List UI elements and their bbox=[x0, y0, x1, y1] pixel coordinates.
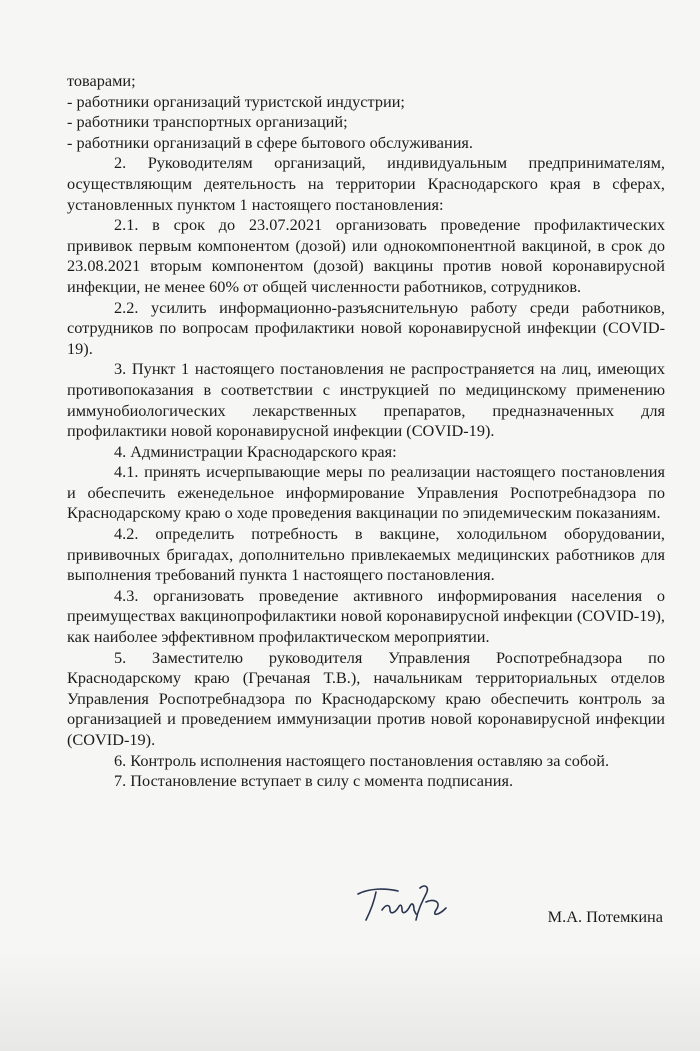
paragraph-2-1: 2.1. в срок до 23.07.2021 организовать проведение профилактических прививок первым компонентом (дозой) или однокомпонентной вакциной, в срок до 23.08.2021 вторым компонентом (дозой) вакцины против новой коронавирусной инфекции, не менее 60% от общей численности работников, сотрудников. bbox=[67, 215, 665, 296]
paragraph-6: 6. Контроль исполнения настоящего постановления оставляю за собой. bbox=[114, 750, 610, 770]
signatory-name: М.А. Потемкина bbox=[547, 907, 663, 926]
paragraph-4-1: 4.1. принять исчерпывающие меры по реализации настоящего постановления и обеспечить еженедельное информирование Управления Роспотребнадзора по Краснодарскому краю о ходе проведения вакцинации по эпидемическим показаниям. bbox=[67, 462, 665, 523]
list-item: - работники организаций в сфере бытового обслуживания. bbox=[67, 132, 473, 152]
list-item: - работники транспортных организаций; bbox=[67, 112, 348, 132]
list-item: товарами; bbox=[67, 71, 136, 90]
paragraph-4: 4. Администрации Краснодарского края: bbox=[114, 441, 397, 461]
document-body bbox=[67, 71, 665, 792]
scan-shadow bbox=[0, 950, 700, 1051]
signature-block bbox=[0, 880, 700, 940]
handwritten-signature-icon bbox=[352, 880, 462, 930]
paragraph-3: 3. Пункт 1 настоящего постановления не распространяется на лиц, имеющих противопоказания в соответствии с инструкцией по медицинскому применению иммунобиологических лекарственных препаратов, предназначенных для профилактики новой коронавирусной инфекции (COVID-19). bbox=[67, 359, 665, 441]
paragraph-2: 2. Руководителям организаций, индивидуальным предпринимателям, осуществляющим деятельность на территории Краснодарского края в сферах, установленных пунктом 1 настоящего постановления: bbox=[67, 153, 665, 214]
paragraph-2-2: 2.2. усилить информационно-разъяснительную работу среди работников, сотрудников по вопросам профилактики новой коронавирусной инфекции (COVID-19). bbox=[67, 297, 665, 358]
list-item: - работники организаций туристской индустрии; bbox=[67, 91, 405, 111]
paragraph-4-2: 4.2. определить потребность в вакцине, холодильном оборудовании, прививочных бригадах, дополнительно привлекаемых медицинских работников для выполнения требований пункта 1 настоящего постановления. bbox=[67, 524, 665, 585]
paragraph-7: 7. Постановление вступает в силу с момента подписания. bbox=[114, 771, 514, 791]
paragraph-5: 5. Заместителю руководителя Управления Роспотребнадзора по Краснодарскому краю (Гречаная Т.В.), начальникам территориальных отделов Управления Роспотребнадзора по Краснодарскому краю обеспечить контроль за организацией и проведением иммунизации против новой коронавирусной инфекции (COVID-19). bbox=[67, 647, 665, 749]
paragraph-4-3: 4.3. организовать проведение активного информирования населения о преимуществах вакцинопрофилактики новой коронавирусной инфекции (COVID-19), как наиболее эффективном профилактическом мероприятии. bbox=[67, 585, 665, 647]
